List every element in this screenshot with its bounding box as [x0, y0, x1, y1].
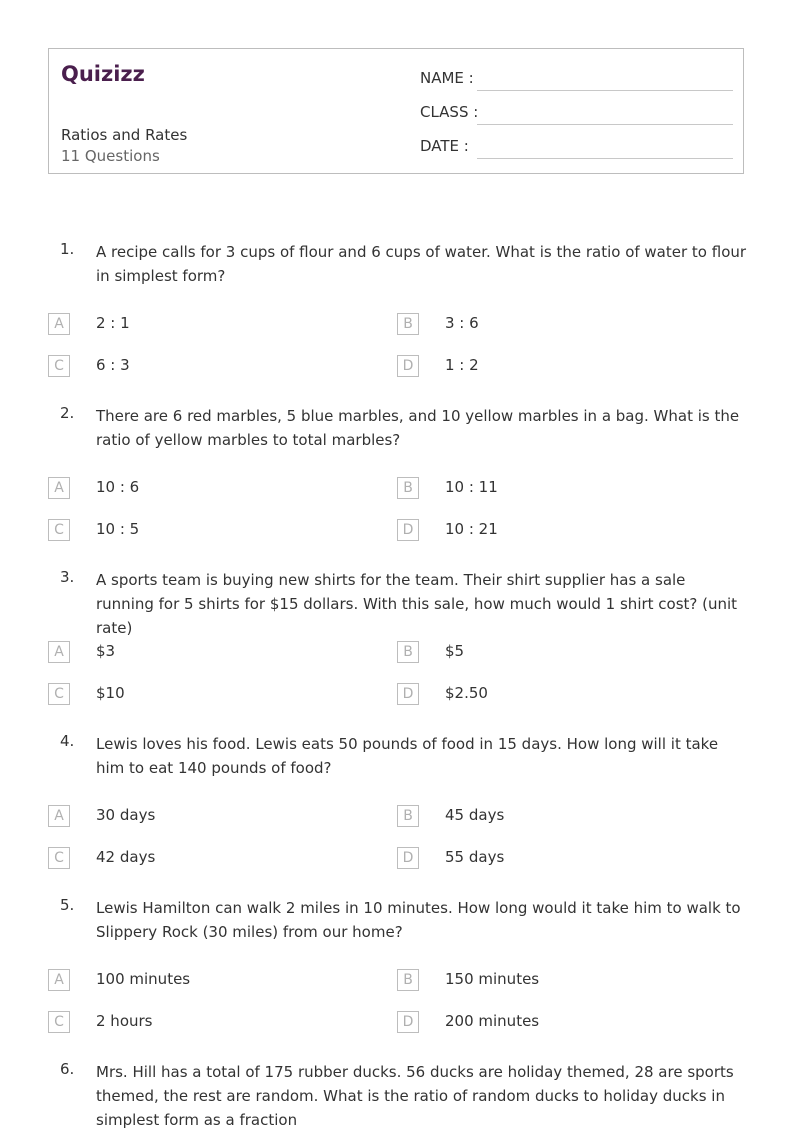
- option-text: 30 days: [96, 806, 156, 824]
- option-text: $5: [445, 642, 465, 660]
- option-letter-box[interactable]: B: [397, 313, 419, 335]
- option-text: 10 : 6: [96, 478, 140, 496]
- question-text: A sports team is buying new shirts for the team. Their shirt supplier has a sale running for 5 shirts for $15 dollars. With this sale, how much would 1 shirt cost? (unit rate): [96, 571, 738, 637]
- answer-option-a[interactable]: [48, 805, 348, 829]
- option-letter-box[interactable]: A: [48, 313, 70, 335]
- name-label: NAME :: [420, 69, 474, 87]
- option-text: $10: [96, 684, 125, 702]
- question-text: There are 6 red marbles, 5 blue marbles, and 10 yellow marbles in a bag. What is the ratio of yellow marbles to total marbles?: [96, 407, 740, 449]
- answer-option-b[interactable]: [397, 313, 697, 337]
- question-count: 11 Questions: [61, 147, 160, 165]
- answer-option-a[interactable]: [48, 477, 348, 501]
- answer-option-b[interactable]: [397, 477, 697, 501]
- option-text: 150 minutes: [445, 970, 540, 988]
- option-letter-box[interactable]: D: [397, 1011, 419, 1033]
- option-letter-box[interactable]: B: [397, 641, 419, 663]
- answer-option-c[interactable]: [48, 519, 348, 543]
- option-text: $2.50: [445, 684, 488, 702]
- class-field-line[interactable]: [477, 124, 733, 125]
- option-text: 2 : 1: [96, 314, 130, 332]
- option-letter-box[interactable]: D: [397, 847, 419, 869]
- option-text: 6 : 3: [96, 356, 130, 374]
- option-letter-box[interactable]: C: [48, 683, 70, 705]
- answer-option-b[interactable]: [397, 969, 697, 993]
- answer-option-d[interactable]: [397, 847, 697, 871]
- option-text: 200 minutes: [445, 1012, 540, 1030]
- option-letter-box[interactable]: C: [48, 519, 70, 541]
- answer-option-a[interactable]: [48, 969, 348, 993]
- date-field-line[interactable]: [477, 158, 733, 159]
- option-letter-box[interactable]: B: [397, 477, 419, 499]
- option-text: 55 days: [445, 848, 505, 866]
- answer-option-c[interactable]: [48, 683, 348, 707]
- option-letter-box[interactable]: B: [397, 805, 419, 827]
- option-text: 42 days: [96, 848, 156, 866]
- option-text: 100 minutes: [96, 970, 191, 988]
- worksheet-title: Ratios and Rates: [61, 126, 188, 144]
- question-number: 4.: [60, 732, 75, 750]
- option-letter-box[interactable]: A: [48, 477, 70, 499]
- option-text: 45 days: [445, 806, 505, 824]
- question-text: A recipe calls for 3 cups of flour and 6 cups of water. What is the ratio of water to flour in simplest form?: [96, 243, 747, 285]
- option-text: 10 : 5: [96, 520, 140, 538]
- answer-option-c[interactable]: [48, 355, 348, 379]
- option-letter-box[interactable]: C: [48, 1011, 70, 1033]
- answer-option-b[interactable]: [397, 641, 697, 665]
- date-label: DATE :: [420, 137, 469, 155]
- option-letter-box[interactable]: D: [397, 355, 419, 377]
- answer-option-d[interactable]: [397, 683, 697, 707]
- option-text: 2 hours: [96, 1012, 153, 1030]
- answer-option-a[interactable]: [48, 313, 348, 337]
- option-letter-box[interactable]: A: [48, 805, 70, 827]
- svg-text:Quizizz: Quizizz: [61, 62, 145, 86]
- option-letter-box[interactable]: B: [397, 969, 419, 991]
- question-number: 3.: [60, 568, 75, 586]
- option-text: 10 : 11: [445, 478, 498, 496]
- question-number: 2.: [60, 404, 75, 422]
- option-text: 1 : 2: [445, 356, 479, 374]
- option-letter-box[interactable]: D: [397, 683, 419, 705]
- answer-option-d[interactable]: [397, 355, 697, 379]
- option-letter-box[interactable]: C: [48, 847, 70, 869]
- question-text: Lewis loves his food. Lewis eats 50 pounds of food in 15 days. How long will it take him to eat 140 pounds of food?: [96, 735, 719, 777]
- option-text: 10 : 21: [445, 520, 498, 538]
- question-number: 1.: [60, 240, 75, 258]
- answer-option-a[interactable]: [48, 641, 348, 665]
- class-label: CLASS :: [420, 103, 479, 121]
- answer-option-c[interactable]: [48, 847, 348, 871]
- name-field-line[interactable]: [477, 90, 733, 91]
- question-text: Mrs. Hill has a total of 175 rubber ducks. 56 ducks are holiday themed, 28 are sports themed, the rest are random. What is the ratio of random ducks to holiday ducks in simplest form as a fraction: [96, 1063, 734, 1129]
- worksheet-header: [48, 48, 744, 174]
- question-number: 6.: [60, 1060, 75, 1078]
- question-number: 5.: [60, 896, 75, 914]
- answer-option-c[interactable]: [48, 1011, 348, 1035]
- answer-option-d[interactable]: [397, 519, 697, 543]
- option-letter-box[interactable]: A: [48, 641, 70, 663]
- option-text: 3 : 6: [445, 314, 479, 332]
- question-text: Lewis Hamilton can walk 2 miles in 10 minutes. How long would it take him to walk to Slippery Rock (30 miles) from our home?: [96, 899, 741, 941]
- option-letter-box[interactable]: D: [397, 519, 419, 541]
- option-letter-box[interactable]: C: [48, 355, 70, 377]
- answer-option-b[interactable]: [397, 805, 697, 829]
- option-letter-box[interactable]: A: [48, 969, 70, 991]
- option-text: $3: [96, 642, 116, 660]
- quizizz-logo: [61, 59, 151, 87]
- answer-option-d[interactable]: [397, 1011, 697, 1035]
